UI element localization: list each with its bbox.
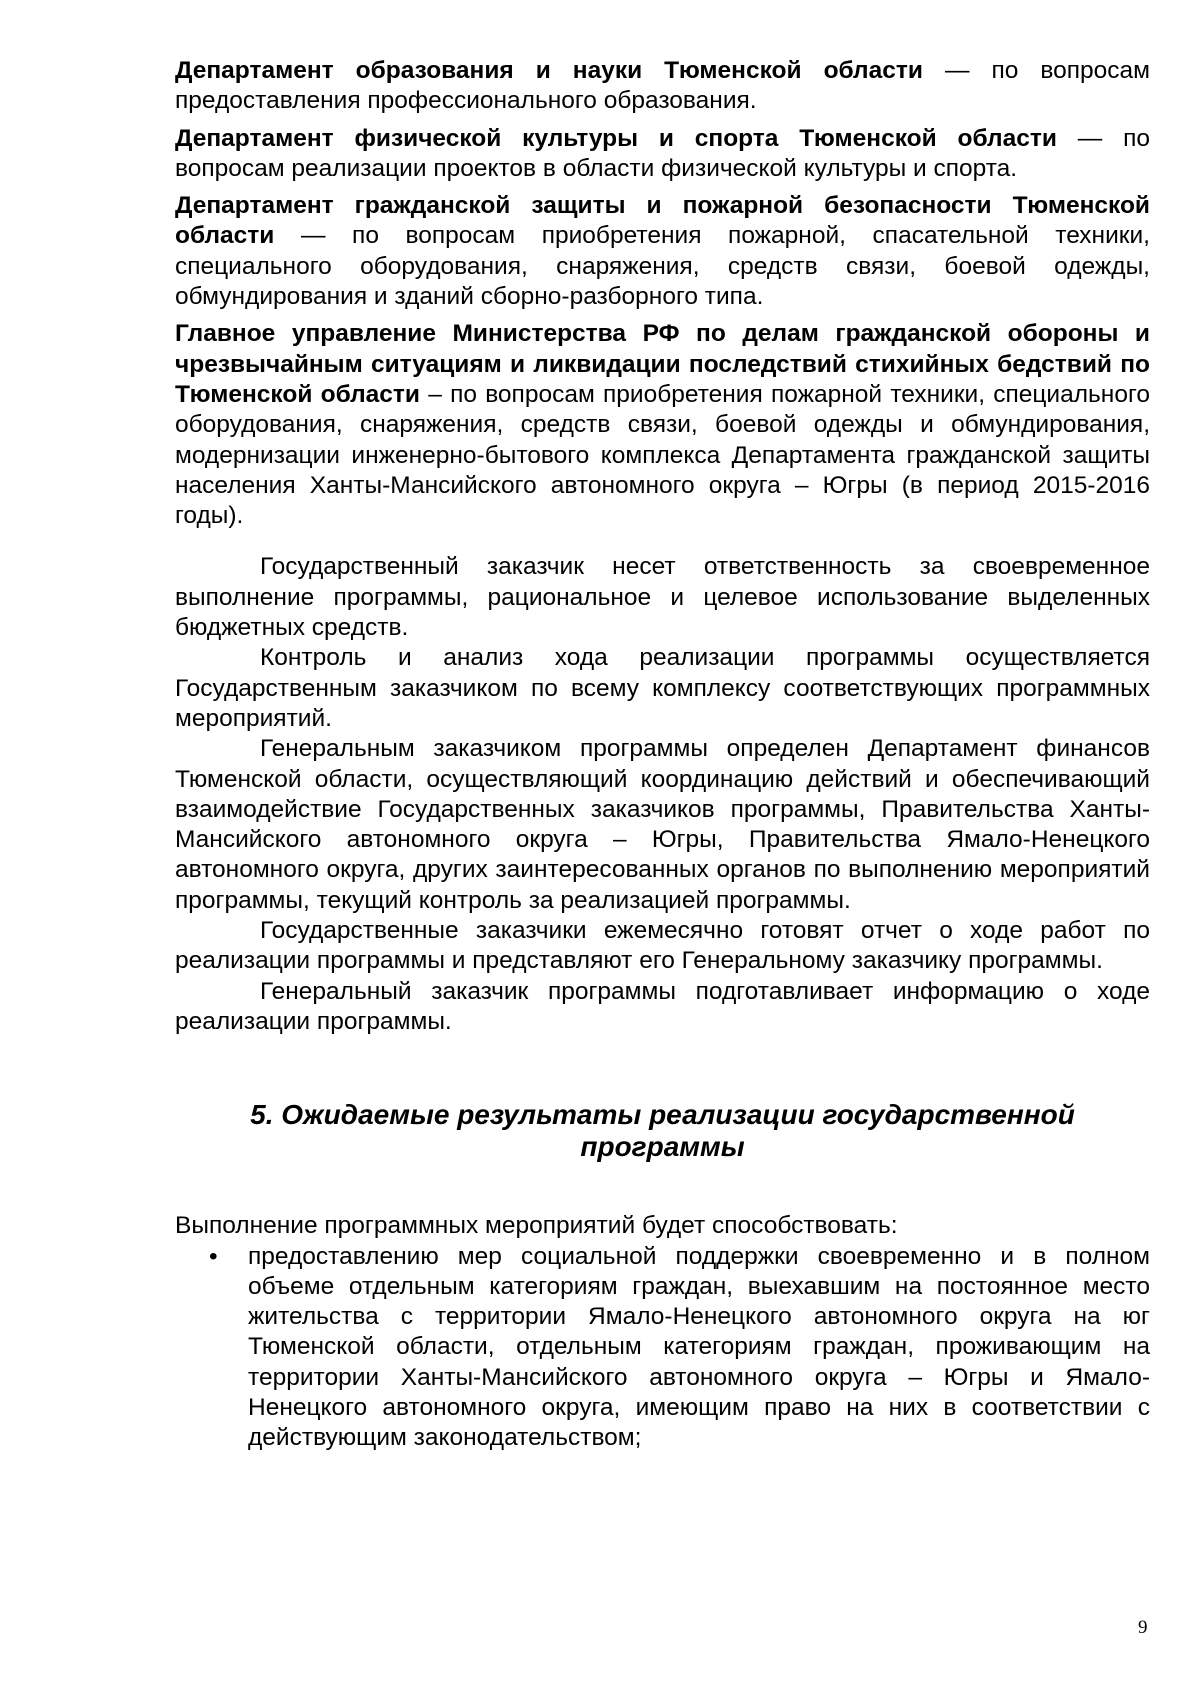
paragraph-monthly-report: Государственные заказчики ежемесячно готовят отчет о ходе работ по реализации программы и представляют его Генеральному заказчику программы. xyxy=(175,917,1150,975)
dept-description: — по вопросам предоставления профессионального образования. xyxy=(175,57,1150,115)
dept-paragraph-education xyxy=(175,56,1150,117)
paragraph-control: Контроль и анализ хода реализации программы осуществляется Государственным заказчиком по всему комплексу соответствующих программных мероприятий. xyxy=(175,644,1150,732)
dept-description: — по вопросам реализации проектов в области физической культуры и спорта. xyxy=(175,124,1150,182)
dept-paragraph-sport xyxy=(175,124,1150,185)
dept-description: – по вопросам приобретения пожарной техники, специального оборудования, снаряжения, средств связи, боевой одежды и обмундирования, модернизации инженерно-бытового комплекса Департамента гражданской защиты населения Ханты-Мансийского автономного округа – Югры (в период 2015-2016 годы). xyxy=(175,380,1150,530)
results-list xyxy=(175,1242,1150,1454)
page-number: 9 xyxy=(1138,1617,1148,1638)
document-page xyxy=(175,56,1150,1454)
section-heading-line1: 5. Ожидаемые результаты реализации государственной xyxy=(250,1099,1075,1131)
dept-name: Департамент физической культуры и спорта Тюменской области xyxy=(175,124,1057,152)
bullet-icon: • xyxy=(209,1242,218,1270)
dept-paragraph-emergency-ministry xyxy=(175,319,1150,531)
dept-paragraph-civil-defense xyxy=(175,191,1150,312)
dept-description: — по вопросам приобретения пожарной, спасательной техники, специального оборудования, снаряжения, средств связи, боевой одежды, обмундирования и зданий сборно-разборного типа. xyxy=(175,222,1150,311)
section-heading-line2: программы xyxy=(580,1131,745,1163)
dept-name: Главное управление Министерства РФ по делам гражданской обороны и чрезвычайным ситуациям и ликвидации последствий стихийных бедствий по Тюменской области xyxy=(175,320,1150,408)
list-item xyxy=(175,1242,1150,1454)
section-lead: Выполнение программных мероприятий будет способствовать: xyxy=(175,1212,898,1240)
spacer xyxy=(175,538,1150,552)
section-heading xyxy=(175,1099,1150,1163)
paragraph-responsibility: Государственный заказчик несет ответственность за своевременное выполнение программы, рациональное и целевое использование выделенных бюджетных средств. xyxy=(175,553,1150,642)
dept-name: Департамент гражданской защиты и пожарной безопасности Тюменской области xyxy=(175,192,1150,250)
list-item-text: предоставлению мер социальной поддержки своевременно и в полном объеме отдельным категориям граждан, выехавшим на постоянное место жительства с территории Ямало-Ненецкого автономного округа на юг Тюменской области, отдельным категориям граждан, проживающим на территории Ханты-Мансийского автономного округа – Югры и Ямало-Ненецкого автономного округа, имеющим право на них в соответствии с действующим законодательством; xyxy=(248,1242,1150,1452)
paragraph-information: Генеральный заказчик программы подготавливает информацию о ходе реализации программы. xyxy=(175,977,1150,1035)
paragraph-general-customer: Генеральным заказчиком программы определен Департамент финансов Тюменской области, осуществляющий координацию действий и обеспечивающий взаимодействие Государственных заказчиков программы, Правительства Ханты-Мансийского автономного округа – Югры, Правительства Ямало-Ненецкого автономного округа, других заинтересованных органов по выполнению мероприятий программы, текущий контроль за реализацией программы. xyxy=(175,735,1150,914)
dept-name: Департамент образования и науки Тюменской области xyxy=(175,57,923,84)
